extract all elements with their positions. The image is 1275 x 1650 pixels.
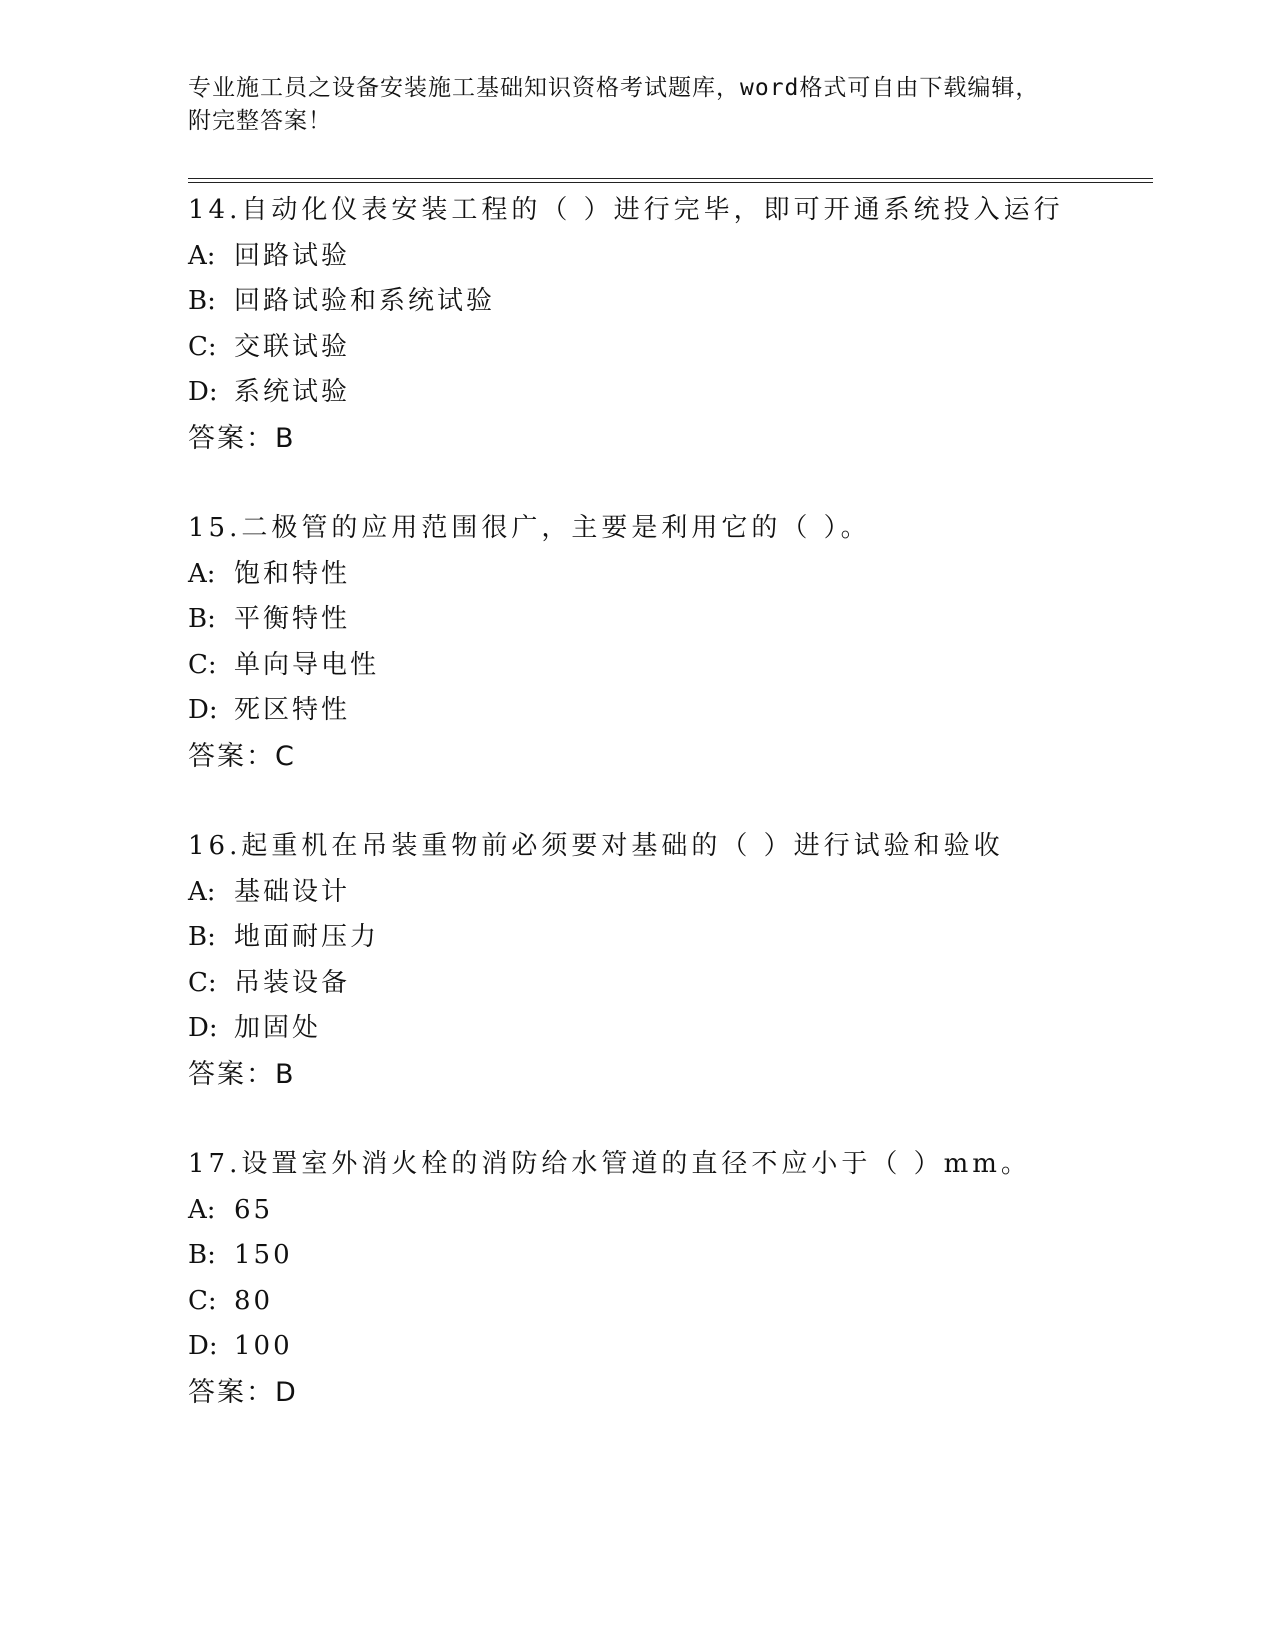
answer-line: 答案：D <box>188 1376 298 1408</box>
option-text: 地面耐压力 <box>234 922 380 952</box>
header-line-1: 专业施工员之设备安装施工基础知识资格考试题库，word格式可自由下载编辑， <box>188 75 1040 101</box>
option-key: A: <box>188 876 216 907</box>
option-key: A: <box>188 1194 216 1225</box>
question-stem: 16.起重机在吊装重物前必须要对基础的（ ）进行试验和验收 <box>188 831 1004 861</box>
option-text: 回路试验和系统试验 <box>234 286 496 316</box>
option-key: C: <box>188 649 217 680</box>
option-text: 65 <box>234 1194 274 1225</box>
option-key: D: <box>188 377 218 407</box>
option-text: 单向导电性 <box>234 649 380 680</box>
option-c <box>188 643 1153 689</box>
option-c <box>188 1279 1153 1325</box>
header-divider <box>188 178 1153 183</box>
option-key: B: <box>188 922 216 952</box>
question-list <box>188 188 1153 1460</box>
question-17 <box>188 1142 1153 1460</box>
option-d <box>188 1324 1153 1370</box>
option-text: 交联试验 <box>234 331 351 362</box>
question-16 <box>188 824 1153 1142</box>
option-text: 100 <box>234 1331 293 1361</box>
option-key: A: <box>188 558 216 589</box>
option-c <box>188 325 1153 371</box>
option-text: 吊装设备 <box>234 967 351 998</box>
question-stem: 14.自动化仪表安装工程的（ ）进行完毕，即可开通系统投入运行 <box>188 195 1064 225</box>
document-header <box>188 72 1088 138</box>
option-text: 系统试验 <box>234 377 351 407</box>
answer-line: 答案：C <box>188 740 296 772</box>
option-d <box>188 370 1153 416</box>
option-text: 150 <box>234 1240 293 1270</box>
option-key: B: <box>188 1240 216 1270</box>
option-key: B: <box>188 286 216 316</box>
option-a <box>188 1188 1153 1234</box>
option-text: 死区特性 <box>234 695 351 725</box>
option-key: C: <box>188 967 217 998</box>
question-15 <box>188 506 1153 824</box>
option-text: 回路试验 <box>234 240 351 271</box>
option-text: 80 <box>234 1285 274 1316</box>
option-d <box>188 688 1153 734</box>
option-key: D: <box>188 1331 218 1361</box>
question-stem: 15.二极管的应用范围很广，主要是利用它的（ ）。 <box>188 513 871 543</box>
option-text: 平衡特性 <box>234 604 351 634</box>
option-key: B: <box>188 604 216 634</box>
option-b <box>188 1233 1153 1279</box>
option-key: C: <box>188 1285 217 1316</box>
option-key: A: <box>188 240 216 271</box>
option-c <box>188 961 1153 1007</box>
option-key: D: <box>188 695 218 725</box>
answer-line: 答案：B <box>188 422 296 454</box>
option-b <box>188 915 1153 961</box>
question-14 <box>188 188 1153 506</box>
option-d <box>188 1006 1153 1052</box>
answer-line: 答案：B <box>188 1058 296 1090</box>
option-text: 加固处 <box>234 1013 322 1043</box>
option-a <box>188 870 1153 916</box>
option-text: 基础设计 <box>234 876 351 907</box>
option-key: D: <box>188 1013 218 1043</box>
header-line-2: 附完整答案！ <box>188 108 332 134</box>
option-a <box>188 234 1153 280</box>
option-b <box>188 597 1153 643</box>
option-key: C: <box>188 331 217 362</box>
option-text: 饱和特性 <box>234 558 351 589</box>
option-b <box>188 279 1153 325</box>
option-a <box>188 552 1153 598</box>
question-stem: 17.设置室外消火栓的消防给水管道的直径不应小于（ ）mm。 <box>188 1149 1031 1179</box>
